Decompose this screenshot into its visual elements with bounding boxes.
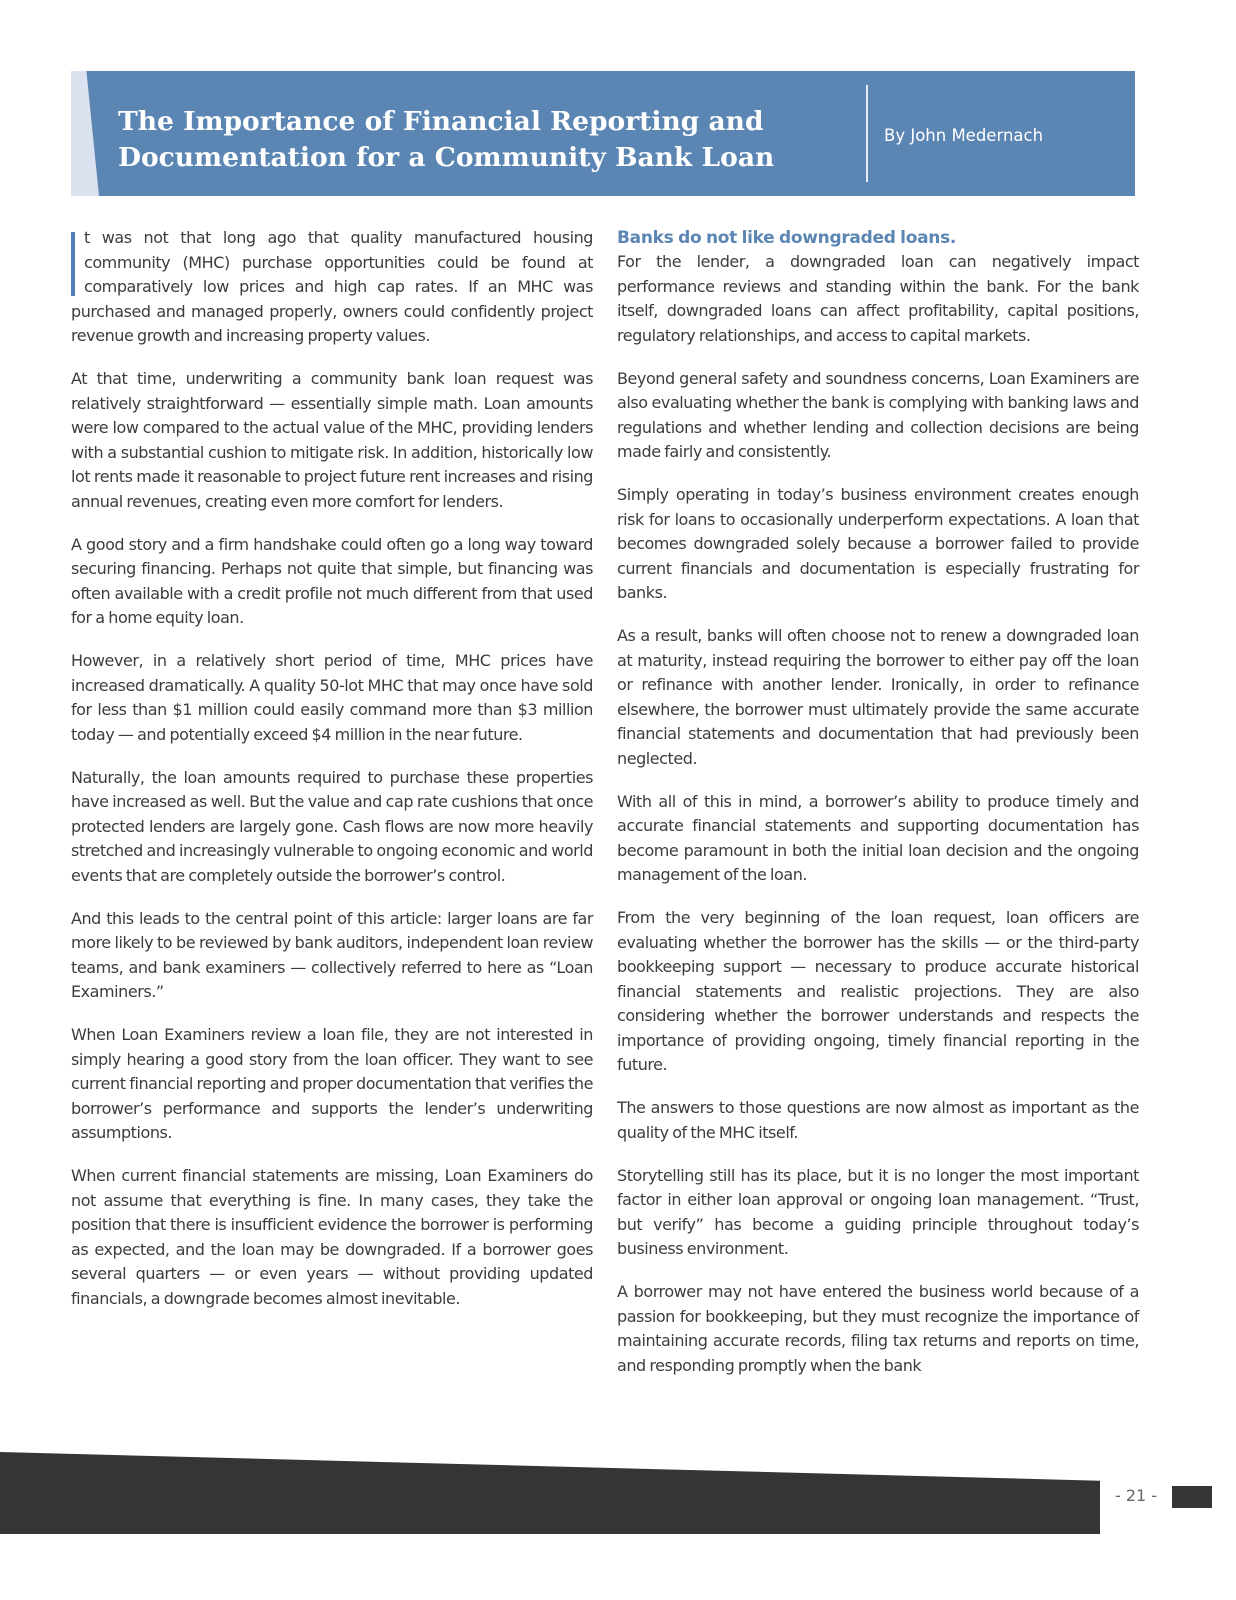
body-paragraph: Storytelling still has its place, but it is no longer the most important factor in either loan approval or ongoing loan management. “Trust, but verify” has become a guiding principle throughout today’s business environment. [617,1165,1139,1258]
body-paragraph: From the very beginning of the loan request, loan officers are evaluating whether the borrower has the skills — or the third-party bookkeeping support — necessary to produce accurate historical financial statements and realistic projections. They are also considering whether the borrower understands and respects the importance of providing ongoing, timely financial reporting in the future. [617,908,1139,1074]
left-column [71,226,593,1330]
body-paragraph: Simply operating in today’s business environment creates enough risk for loans to occasionally underperform expectations. A loan that becomes downgraded solely because a borrower failed to provide current financials and documentation is especially frustrating for banks. [617,485,1139,602]
page-number: - 21 - [1114,1486,1158,1505]
header-divider [866,85,868,182]
body-paragraph: For the lender, a downgraded loan can negatively impact performance reviews and standing within the bank. For the bank itself, downgraded loans can affect profitability, capital positions, regulatory relationships, and access to capital markets. [617,252,1139,345]
body-paragraph: A borrower may not have entered the business world because of a passion for bookkeeping, but they must recognize the importance of maintaining accurate records, filing tax returns and reports on time, and responding promptly when the bank [617,1282,1139,1375]
article-title [118,104,838,176]
drop-cap-i [71,232,75,296]
body-paragraph: Naturally, the loan amounts required to purchase these properties have increased as well. But the value and cap rate cushions that once protected lenders are largely gone. Cash flows are now more heavily stretched and increasingly vulnerable to ongoing economic and world events that are completely outside the borrower’s control. [71,767,593,885]
body-paragraph: And this leads to the central point of this article: larger loans are far more likely to be reviewed by bank auditors, independent loan review teams, and bank examiners — collectively referred to here as “Loan Examiners.” [71,908,593,1001]
intro-paragraph-text: t was not that long ago that quality manufactured housing community (MHC) purchase opportunities could be found at comparatively low prices and high cap rates. If an MHC was purchased and managed properly, owners could confidently project revenue growth and increasing property values. [71,228,593,345]
body-paragraph: When current financial statements are missing, Loan Examiners do not assume that everything is fine. In many cases, they take the position that there is insufficient evidence the borrower is performing as expected, and the loan may be downgraded. If a borrower goes several quarters — or even years — without providing updated financials, a downgrade becomes almost inevitable. [71,1166,593,1308]
article-header [71,71,1135,196]
body-paragraph: A good story and a firm handshake could often go a long way toward securing financing. Perhaps not quite that simple, but financing was often available with a credit profile not much different from that used for a home equity loan. [71,534,593,627]
section-subheading: Banks do not like downgraded loans. [617,228,957,248]
intro-paragraph [71,226,593,349]
body-paragraph: Beyond general safety and soundness concerns, Loan Examiners are also evaluating whether the bank is complying with banking laws and regulations and whether lending and collection decisions are being made fairly and consistently. [617,368,1139,461]
body-paragraph: However, in a relatively short period of time, MHC prices have increased dramatically. A quality 50-lot MHC that may once have sold for less than $1 million could easily command more than $3 million today — and potentially exceed $4 million in the near future. [71,651,593,744]
author-byline: By John Medernach [884,126,1044,145]
right-column [617,226,1139,1397]
footer-tab [1172,1486,1212,1508]
body-paragraph: When Loan Examiners review a loan file, they are not interested in simply hearing a good story from the loan officer. They want to see current financial reporting and proper documentation that verifies the borrower’s performance and supports the lender’s underwriting assumptions. [71,1025,593,1142]
article-title-line-1: The Importance of Financial Reporting and [118,106,764,137]
header-accent-wedge [71,71,99,196]
article-title-line-2: Documentation for a Community Bank Loan [118,142,775,173]
body-paragraph: The answers to those questions are now almost as important as the quality of the MHC itself. [617,1098,1139,1142]
footer-band [0,1452,1100,1534]
body-paragraph: As a result, banks will often choose not to renew a downgraded loan at maturity, instead requiring the borrower to either pay off the loan or refinance with another lender. Ironically, in order to refinance elsewhere, the borrower must ultimately provide the same accurate financial statements and documentation that had previously been neglected. [617,626,1139,768]
body-paragraph: With all of this in mind, a borrower’s ability to produce timely and accurate financial statements and supporting documentation has become paramount in both the initial loan decision and the ongoing management of the loan. [617,791,1139,884]
body-paragraph: At that time, underwriting a community bank loan request was relatively straightforward — essentially simple math. Loan amounts were low compared to the actual value of the MHC, providing lenders with a substantial cushion to mitigate risk. In addition, historically low lot rents made it reasonable to project future rent increases and rising annual revenues, creating even more comfort for lenders. [71,369,593,511]
